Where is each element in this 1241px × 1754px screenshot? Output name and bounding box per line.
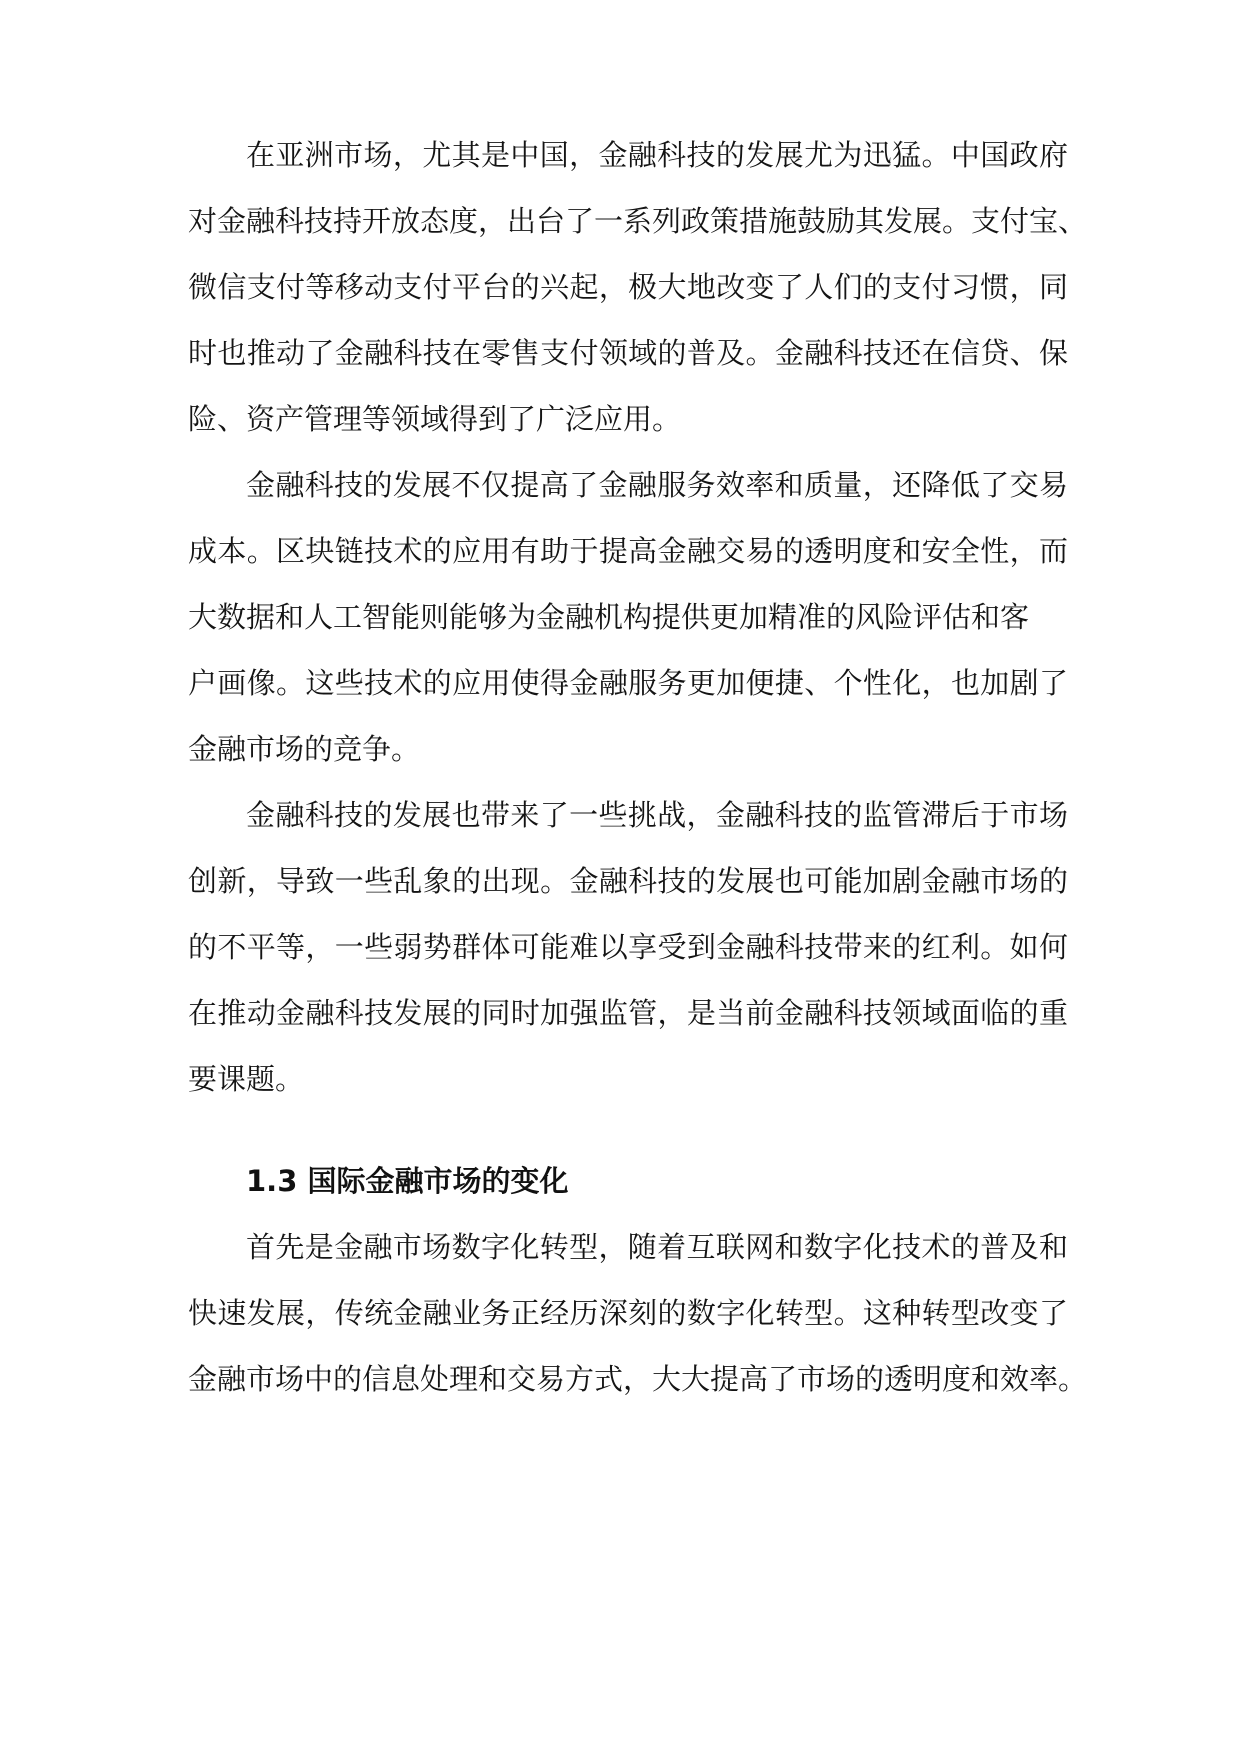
paragraph-line: 在推动金融科技发展的同时加强监管，是当前金融科技领域面临的重 (188, 996, 1068, 1030)
paragraph-line: 户画像。这些技术的应用使得金融服务更加便捷、个性化，也加剧了 (188, 666, 1068, 700)
paragraph-line: 创新，导致一些乱象的出现。金融科技的发展也可能加剧金融市场的 (188, 864, 1068, 898)
paragraph-line: 对金融科技持开放态度，出台了一系列政策措施鼓励其发展。支付宝、 (188, 204, 1088, 238)
paragraph-line: 金融市场中的信息处理和交易方式，大大提高了市场的透明度和效率。 (188, 1362, 1088, 1396)
paragraph-line: 的不平等，一些弱势群体可能难以享受到金融科技带来的红利。如何 (188, 930, 1068, 964)
paragraph-line: 成本。区块链技术的应用有助于提高金融交易的透明度和安全性，而 (188, 534, 1068, 568)
paragraph-line: 金融市场的竞争。 (188, 732, 421, 766)
paragraph-line: 险、资产管理等领域得到了广泛应用。 (188, 402, 682, 436)
paragraph-line: 时也推动了金融科技在零售支付领域的普及。金融科技还在信贷、保 (188, 336, 1068, 370)
paragraph-line: 大数据和人工智能则能够为金融机构提供更加精准的风险评估和客 (188, 600, 1030, 634)
paragraph-line: 首先是金融市场数字化转型，随着互联网和数字化技术的普及和 (246, 1230, 1068, 1264)
paragraph-line: 快速发展，传统金融业务正经历深刻的数字化转型。这种转型改变了 (188, 1296, 1068, 1330)
section-heading: 1.3 国际金融市场的变化 (246, 1164, 569, 1198)
paragraph-line: 金融科技的发展也带来了一些挑战，金融科技的监管滞后于市场 (246, 798, 1068, 832)
paragraph-line: 金融科技的发展不仅提高了金融服务效率和质量，还降低了交易 (246, 468, 1068, 502)
paragraph-line: 微信支付等移动支付平台的兴起，极大地改变了人们的支付习惯，同 (188, 270, 1068, 304)
paragraph-line: 在亚洲市场，尤其是中国，金融科技的发展尤为迅猛。中国政府 (246, 138, 1068, 172)
paragraph-line: 要课题。 (188, 1062, 305, 1096)
